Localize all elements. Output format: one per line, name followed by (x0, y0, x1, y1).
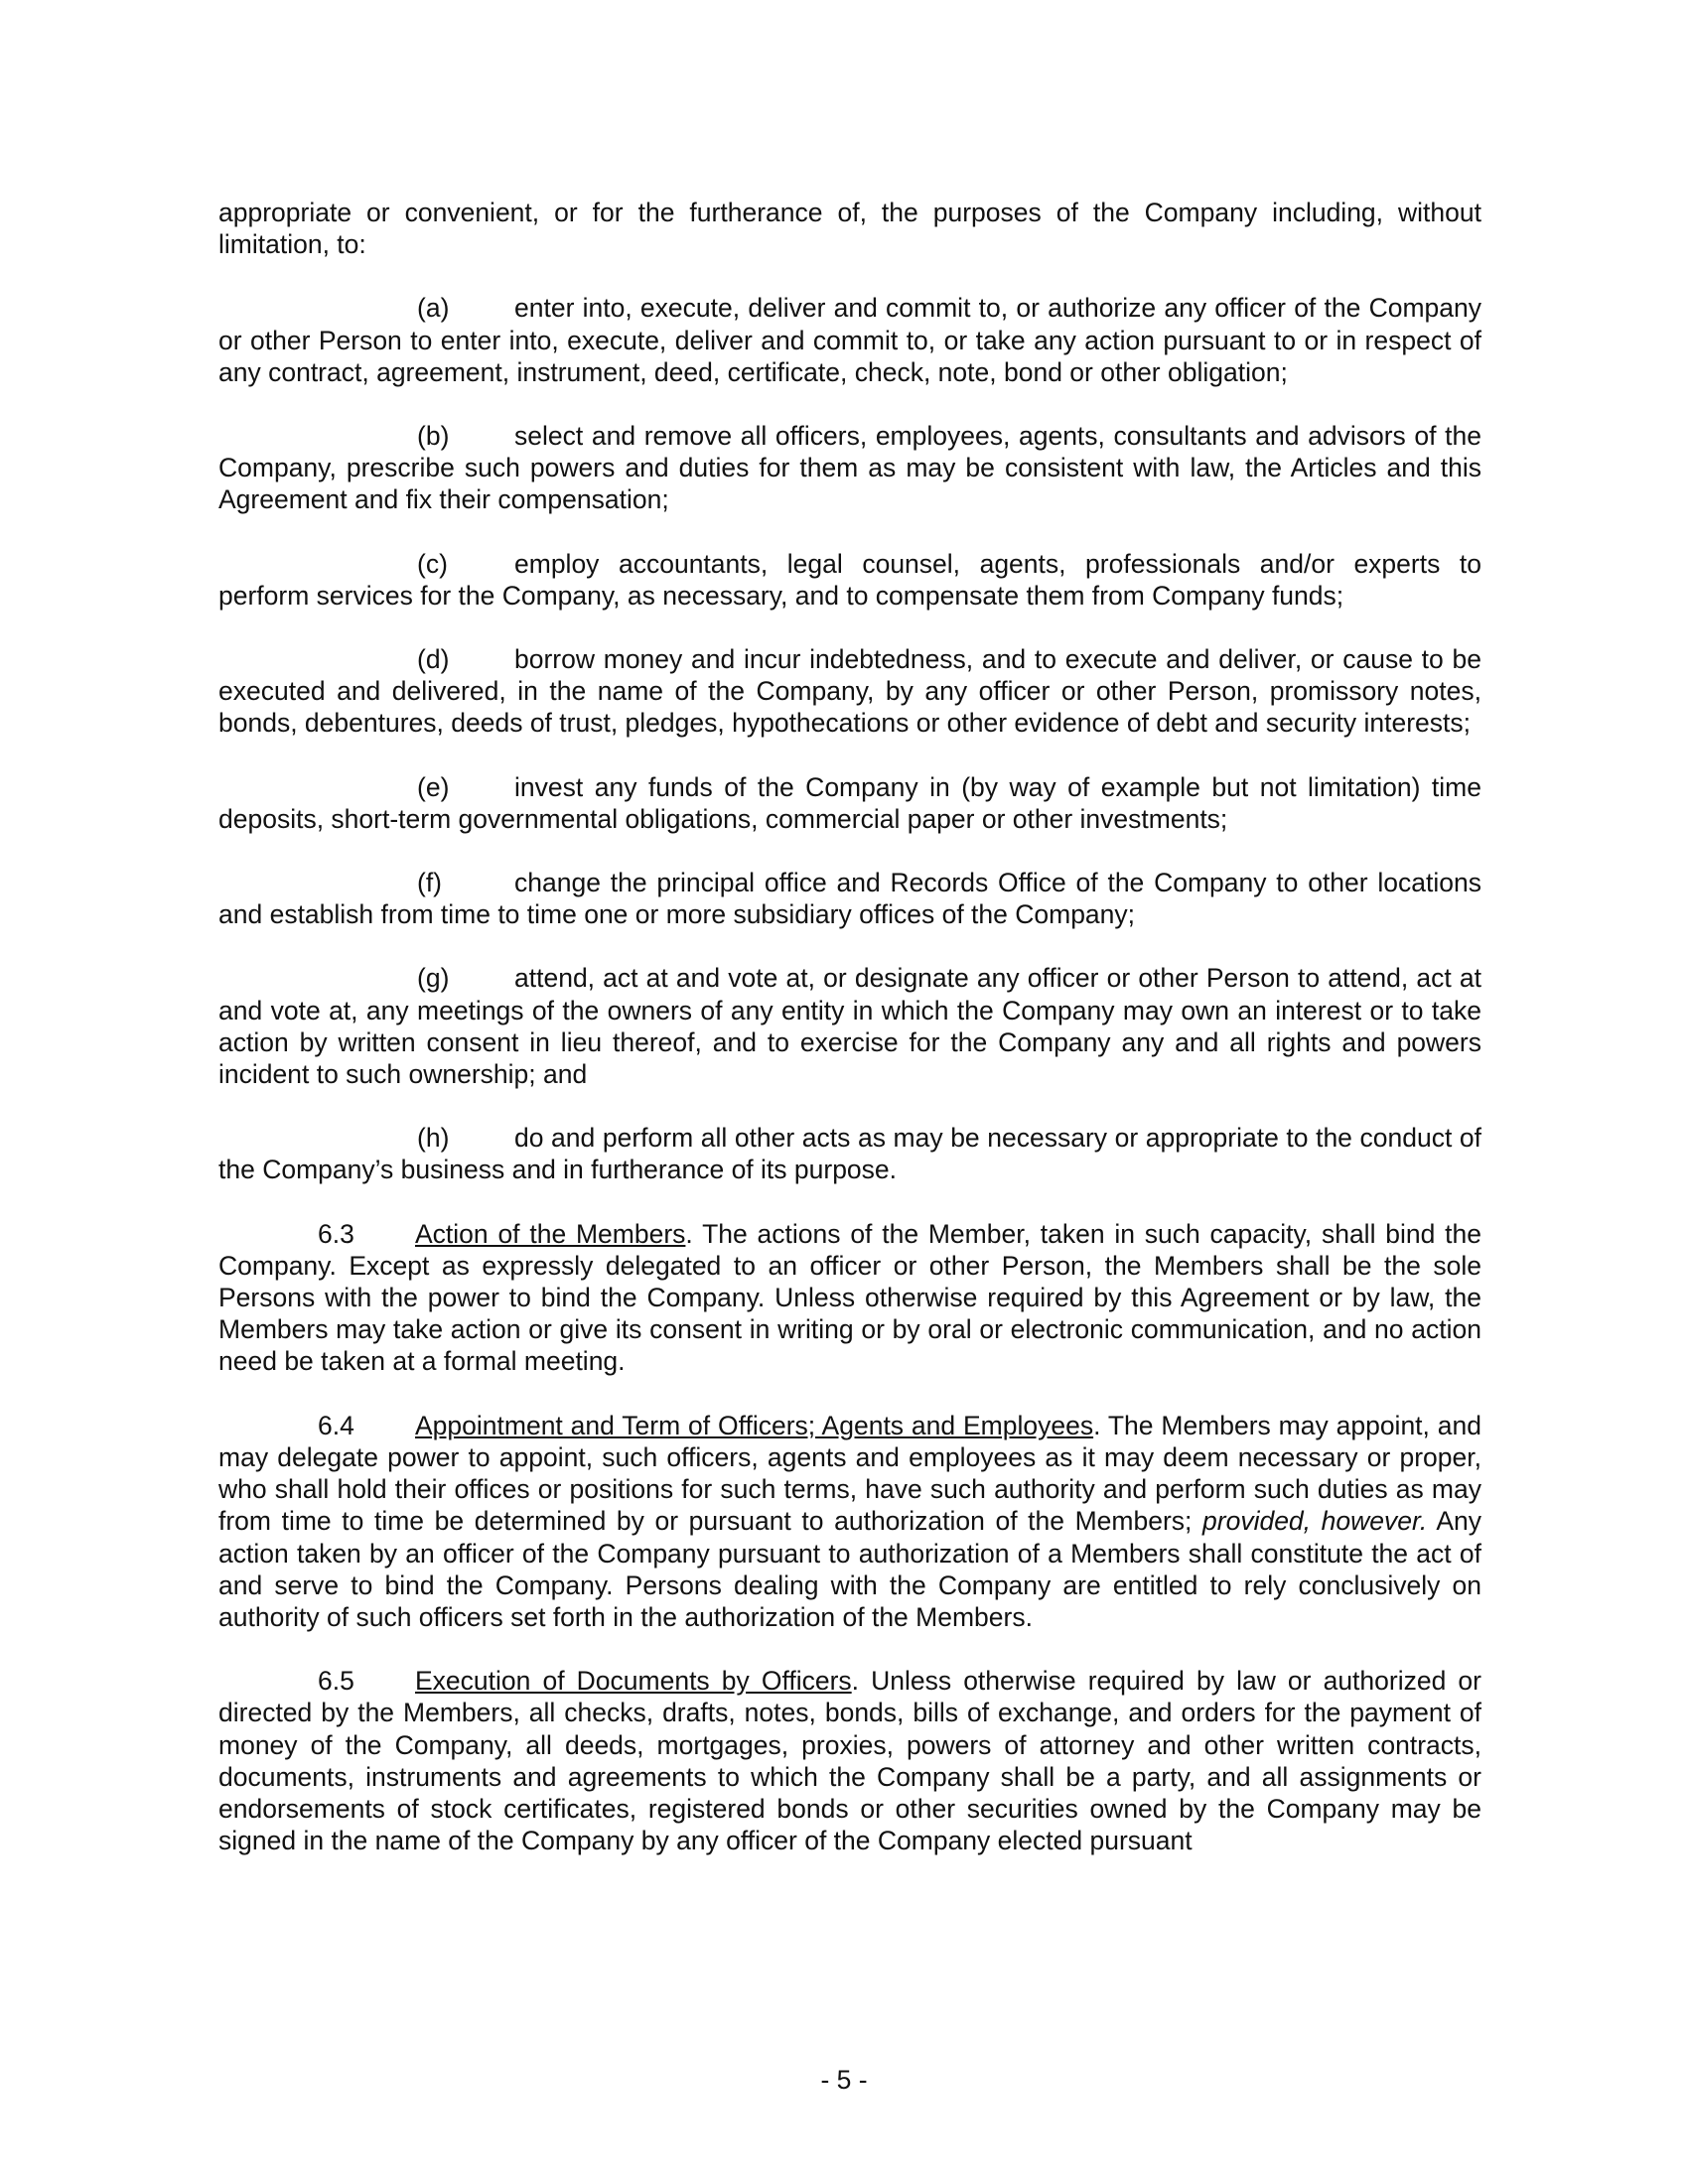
item-text: select and remove all officers, employees, agents, consultants and advisors of the Company, prescribe such powers and duties for them as may be consistent with law, the Articles and this Agreement and fix their compensation; (218, 421, 1481, 515)
list-item-c (218, 548, 1481, 612)
item-marker: (a) (417, 293, 450, 324)
list-item-d (218, 643, 1481, 740)
item-marker: (d) (417, 644, 450, 675)
list-item-h (218, 1122, 1481, 1185)
page-number: - 5 - (820, 2065, 868, 2095)
section-6-3 (218, 1218, 1481, 1378)
section-number: 6.5 (318, 1666, 354, 1697)
item-text: borrow money and incur indebtedness, and to execute and deliver, or cause to be executed and delivered, in the name of the Company, by any officer or other Person, promissory notes, bonds, debentures, deeds of trust, pledges, hypothecations or other evidence of debt and security interests; (218, 644, 1481, 739)
item-text: do and perform all other acts as may be necessary or appropriate to the conduct of the Company’s business and in furtherance of its purpose. (218, 1123, 1481, 1185)
section-emphasis: provided, however. (1202, 1506, 1428, 1537)
section-6-5 (218, 1665, 1481, 1856)
section-body: . The actions of the Member, taken in such capacity, shall bind the Company. Except as expressly delegated to an officer or other Person, the Members shall be the sole Persons with the power to bind the Company. Unless otherwise required by this Agreement or by law, the Members may take action or give its consent in writing or by oral or electronic communication, and no action need be taken at a formal meeting. (218, 1218, 1481, 1377)
section-6-4 (218, 1410, 1481, 1633)
section-number: 6.3 (318, 1218, 354, 1249)
item-marker: (g) (417, 963, 450, 994)
item-text: enter into, execute, deliver and commit to, or authorize any officer of the Company or other Person to enter into, execute, deliver and commit to, or take any action pursuant to or in respect of any contract, agreement, instrument, deed, certificate, check, note, bond or other obligation; (218, 293, 1481, 387)
item-marker: (f) (417, 868, 443, 898)
section-number: 6.4 (318, 1410, 354, 1440)
section-body: . The Members may appoint, and may delegate power to appoint, such officers, agents and employees as it may deem necessary or proper, who shall hold their offices or positions for such terms, have such authority and perform such duties as may from time to time be determined by or pursuant to authorization of the Members; (218, 1410, 1481, 1537)
list-item-f (218, 867, 1481, 930)
section-heading: Action of the Members (415, 1218, 686, 1249)
section-body-continued: Any action taken by an officer of the Company pursuant to authorization of a Members shall constitute the act of and serve to bind the Company. Persons dealing with the Company are entitled to rely conclusively on authority of such officers set forth in the authorization of the Members. (218, 1506, 1481, 1632)
section-heading: Appointment and Term of Officers; Agents and Employees (415, 1410, 1094, 1440)
item-marker: (h) (417, 1123, 450, 1154)
intro-paragraph: appropriate or convenient, or for the furtherance of, the purposes of the Company including, without limitation, to: (218, 198, 1481, 260)
section-heading: Execution of Documents by Officers (415, 1666, 852, 1697)
list-item-e (218, 771, 1481, 835)
item-marker: (c) (417, 548, 448, 579)
list-item-a (218, 292, 1481, 388)
item-marker: (e) (417, 771, 450, 802)
item-text: employ accountants, legal counsel, agents, professionals and/or experts to perform services for the Company, as necessary, and to compensate them from Company funds; (218, 548, 1481, 611)
list-item-b (218, 420, 1481, 516)
item-text: attend, act at and vote at, or designate any officer or other Person to attend, act at and vote at, any meetings of the owners of any entity in which the Company may own an interest or to take action by written consent in lieu thereof, and to exercise for the Company any and all rights and powers incident to such ownership; and (218, 963, 1481, 1090)
section-body: . Unless otherwise required by law or authorized or directed by the Members, all checks, drafts, notes, bonds, bills of exchange, and orders for the payment of money of the Company, all deeds, mortgages, proxies, powers of attorney and other written contracts, documents, instruments and agreements to which the Company shall be a party, and all assignments or endorsements of stock certificates, registered bonds or other securities owned by the Company may be signed in the name of the Company by any officer of the Company elected pursuant (218, 1666, 1481, 1856)
document-page (218, 197, 1481, 1888)
item-text: change the principal office and Records Office of the Company to other locations and establish from time to time one or more subsidiary offices of the Company; (218, 868, 1481, 930)
item-marker: (b) (417, 421, 450, 452)
item-text: invest any funds of the Company in (by way of example but not limitation) time deposits, short-term governmental obligations, commercial paper or other investments; (218, 771, 1481, 834)
list-item-g (218, 962, 1481, 1090)
